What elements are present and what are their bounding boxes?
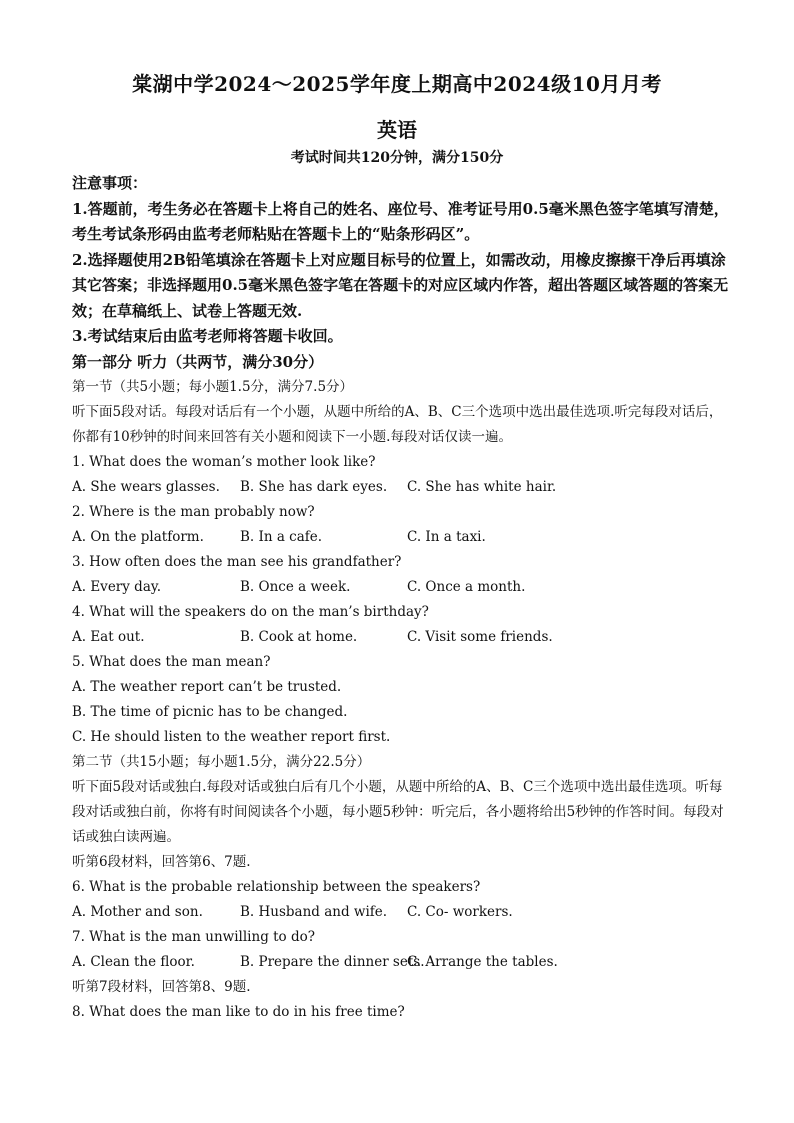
option-a: A. Mother and son. bbox=[72, 903, 203, 920]
exam-subject: 英语 bbox=[377, 118, 417, 142]
question-5: 5. What does the man mean? bbox=[72, 653, 271, 670]
question-4: 4. What will the speakers do on the man’s birthday? bbox=[72, 603, 429, 620]
option-c: C. Visit some friends. bbox=[407, 628, 553, 645]
notice-item-2: 2.选择题使用2B铅笔填涂在答题卡上对应题目标号的位置上，如需改动，用橡皮擦擦干净后再填涂其它答案；非选择题用0.5毫米黑色签字笔在答题卡的对应区域内作答，超出答题区域答题的答案无效；在草稿纸上、试卷上答题无效. bbox=[72, 250, 729, 320]
option-a: A. Every day. bbox=[72, 578, 161, 595]
option-c: C. In a taxi. bbox=[407, 528, 486, 545]
question-5-option-c: C. He should listen to the weather report first. bbox=[72, 728, 391, 745]
option-b: B. Prepare the dinner sets. bbox=[240, 953, 425, 970]
section2-title: 第二节（共15小题；每小题1.5分，满分22.5分） bbox=[72, 753, 371, 770]
option-b: B. Cook at home. bbox=[240, 628, 358, 645]
question-8: 8. What does the man like to do in his free time? bbox=[72, 1003, 405, 1020]
question-1: 1. What does the woman’s mother look like? bbox=[72, 453, 376, 470]
option-b: B. Once a week. bbox=[240, 578, 351, 595]
option-c: C. Co- workers. bbox=[407, 903, 513, 920]
option-b: B. Husband and wife. bbox=[240, 903, 388, 920]
option-c: C. Once a month. bbox=[407, 578, 526, 595]
question-2: 2. Where is the man probably now? bbox=[72, 503, 315, 520]
part1-title: 第一部分 听力（共两节，满分30分） bbox=[72, 352, 324, 371]
notice-item-3: 3.考试结束后由监考老师将答题卡收回。 bbox=[72, 327, 343, 345]
question-7: 7. What is the man unwilling to do? bbox=[72, 928, 315, 945]
notice-heading: 注意事项： bbox=[72, 174, 148, 192]
question-3-options bbox=[72, 575, 732, 600]
option-a: A. On the platform. bbox=[72, 528, 204, 545]
option-c: C. Arrange the tables. bbox=[407, 953, 558, 970]
option-b: B. She has dark eyes. bbox=[240, 478, 388, 495]
question-6-options bbox=[72, 900, 732, 925]
question-5-option-b: B. The time of picnic has to be changed. bbox=[72, 703, 348, 720]
notice-item-1: 1.答题前，考生务必在答题卡上将自己的姓名、座位号、准考证号用0.5毫米黑色签字笔填写清楚，考生考试条形码由监考老师粘贴在答题卡上的“贴条形码区”。 bbox=[72, 199, 729, 243]
section1-instructions: 听下面5段对话。每段对话后有一个小题，从题中所给的A、B、C三个选项中选出最佳选项.听完每段对话后，你都有10秒钟的时间来回答有关小题和阅读下一小题.每段对话仅读一遍。 bbox=[72, 403, 723, 445]
section1-title: 第一节（共5小题；每小题1.5分，满分7.5分） bbox=[72, 378, 354, 395]
option-c: C. She has white hair. bbox=[407, 478, 557, 495]
option-b: B. In a cafe. bbox=[240, 528, 323, 545]
question-5-option-a: A. The weather report can’t be trusted. bbox=[72, 678, 342, 695]
option-a: A. She wears glasses. bbox=[72, 478, 220, 495]
question-6: 6. What is the probable relationship between the speakers? bbox=[72, 878, 481, 895]
material-6-instruction: 听第6段材料，回答第6、7题. bbox=[72, 853, 251, 870]
exam-title: 棠湖中学2024～2025学年度上期高中2024级10月月考 bbox=[132, 72, 662, 96]
question-4-options bbox=[72, 625, 732, 650]
question-1-options bbox=[72, 475, 732, 500]
section2-instructions: 听下面5段对话或独白.每段对话或独白后有几个小题，从题中所给的A、B、C三个选项中选出最佳选项。听每段对话或独白前，你将有时间阅读各个小题，每小题5秒钟：听完后，各小题将给出5秒钟的作答时间。每段对话或独白读两遍。 bbox=[72, 778, 724, 845]
question-7-options bbox=[72, 950, 732, 975]
question-3: 3. How often does the man see his grandfather? bbox=[72, 553, 402, 570]
exam-info: 考试时间共120分钟，满分150分 bbox=[290, 150, 504, 166]
question-2-options bbox=[72, 525, 732, 550]
option-a: A. Eat out. bbox=[72, 628, 145, 645]
material-7-instruction: 听第7段材料，回答第8、9题. bbox=[72, 978, 251, 995]
exam-content bbox=[72, 171, 732, 1025]
option-a: A. Clean the floor. bbox=[72, 953, 195, 970]
